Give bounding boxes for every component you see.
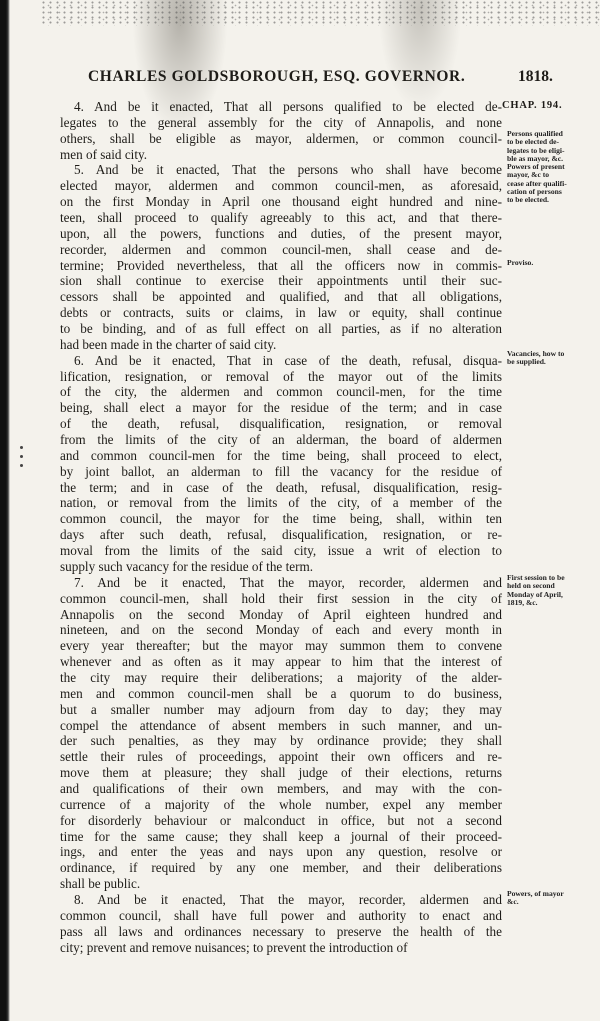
text-line: and common council-men for the time being, shall proceed to elect,	[60, 447, 502, 463]
margin-note-line: mayor, &c to	[507, 170, 550, 180]
text-line: from the limits of the city of an alderman, the board of aldermen	[60, 432, 502, 448]
running-year: 1818.	[518, 68, 553, 85]
text-line: common council-men, shall hold their first session in the city of	[60, 590, 502, 606]
text-line: city; prevent and remove nuisances; to prevent the introduction of	[60, 939, 408, 955]
text-line: der such penalties, as they may by ordinance provide; they shall	[60, 733, 502, 749]
text-line: teen, shall proceed to qualify agreeably to this act, and that there-	[60, 210, 502, 226]
margin-note-line: &c.	[507, 897, 519, 907]
margin-note-line: ble as mayor, &c.	[507, 153, 564, 163]
scan-noise	[40, 0, 600, 26]
text-line: others, shall be eligible as mayor, aldermen, or common council-	[60, 130, 502, 146]
text-line: debts or contracts, suits or claims, in law or equity, shall continue	[60, 305, 502, 321]
text-line: supply such vacancy for the residue of the term.	[60, 558, 314, 574]
text-line: the city may require their deliberations; a majority of the alder-	[60, 669, 502, 685]
running-title: CHARLES GOLDSBOROUGH, ESQ. GOVERNOR.	[88, 68, 466, 85]
text-line: to be binding, and of as full effect on all parties, as if no alteration	[60, 321, 502, 337]
text-line: every year thereafter; but the mayor may summon them to convene	[60, 638, 502, 654]
text-line: currence of a majority of the whole number, expel any member	[60, 796, 502, 812]
text-line: moval from the limits of the said city, issue a writ of election to	[60, 543, 502, 559]
text-line: of the death, refusal, disqualification, resignation, or removal	[60, 416, 502, 432]
text-line: common council, the mayor for the time being, shall, within ten	[60, 511, 502, 527]
text-line: lification, resignation, or removal of the mayor out of the limits	[60, 368, 502, 384]
text-line: time for the same cause; they shall keep a journal of their proceed-	[60, 828, 502, 844]
margin-note-vacancies	[507, 350, 595, 367]
text-line: elected mayor, aldermen and common council-men, as aforesaid,	[60, 178, 502, 194]
margin-note-line: Proviso.	[507, 258, 534, 267]
text-line: on the first Monday in April one thousand eight hundred and nine-	[60, 194, 502, 210]
text-line: upon, all the powers, functions and duties, of the present mayor,	[60, 225, 502, 241]
text-line: had been made in the charter of said city.	[60, 336, 277, 352]
margin-note-powers	[507, 890, 595, 907]
text-line: nation, or removal from the limits of the city, of a member of the	[60, 495, 502, 511]
text-line: 8. And be it enacted, That the mayor, recorder, aldermen and	[74, 891, 502, 907]
text-line: pass all laws and ordinances necessary to preserve the health of the	[60, 923, 502, 939]
text-line: shall be public.	[60, 876, 141, 892]
text-line: by joint ballot, an alderman to fill the vacancy for the residue of	[60, 463, 502, 479]
text-line: settle their rules of proceedings, appoint their own officers and re-	[60, 749, 502, 765]
margin-note-line: cation of persons	[507, 187, 562, 197]
text-line: ings, and enter the yeas and nays upon any question, resolve or	[60, 844, 502, 860]
text-line: 4. And be it enacted, That all persons qualified to be elected de-	[74, 99, 502, 114]
body-text	[60, 99, 502, 955]
text-line: and qualifications of their own members, and may with the con-	[60, 780, 502, 796]
text-line: the term; and in case of the death, refusal, disqualification, resig-	[60, 479, 502, 495]
text-line: but a smaller number may adjourn from day to day; they may	[60, 701, 502, 717]
text-line: for disorderly behaviour or malconduct in office, but not a second	[60, 812, 502, 828]
text-line: ordinance, if required by any one member, and their deliberations	[60, 860, 502, 876]
margin-note-line: Monday of April,	[507, 589, 563, 599]
text-line: 5. And be it enacted, That the persons who shall have become	[74, 162, 502, 178]
text-line: Annapolis on the second Monday of April eighteen hundred and	[60, 606, 502, 622]
margin-note-first-session	[507, 574, 595, 607]
text-line: whenever and as often as it may appear to him that the interest of	[60, 654, 502, 670]
gutter-marks	[16, 440, 30, 480]
margin-note-line: to be elected de-	[507, 137, 560, 147]
text-line: men and common council-men shall be a quorum to do business,	[60, 685, 502, 701]
text-line: recorder, aldermen and common council-men, shall cease and de-	[60, 241, 502, 257]
text-line: being, shall elect a mayor for the residue of the term; and in case	[60, 400, 502, 416]
text-line: 6. And be it enacted, That in case of the death, refusal, disqua-	[74, 352, 502, 368]
text-line: men of said city.	[60, 146, 148, 162]
margin-note-line: First session to be	[507, 573, 565, 582]
text-line: move them at pleasure; they shall judge of their elections, returns	[60, 765, 502, 781]
text-line: 7. And be it enacted, That the mayor, recorder, aldermen and	[74, 574, 502, 590]
text-line: cessors shall be appointed and qualified, and that all obligations,	[60, 289, 502, 305]
margin-note-line: legates to be eligi-	[507, 145, 565, 155]
margin-note-line: Vacancies, how to	[507, 349, 565, 358]
margin-note-line: to be elected.	[507, 195, 549, 205]
text-line: termine; Provided nevertheless, that all the officers now in commis-	[60, 257, 502, 273]
chapter-number: CHAP. 194.	[502, 100, 563, 111]
text-line: sion shall continue to exercise their appointments until their suc-	[60, 273, 502, 289]
text-line: nineteen, and on the second Monday of each and every month in	[60, 622, 502, 638]
margin-note-line: Powers, of mayor	[507, 889, 564, 898]
margin-note-line: Persons qualified	[507, 129, 563, 138]
margin-note-line: held on second	[507, 581, 555, 591]
text-line: days after such death, refusal, disqualification, resignation, or re-	[60, 527, 502, 543]
margin-note-persons-qualified	[507, 130, 595, 205]
text-line: legates to the general assembly for the city of Annapolis, and none	[60, 114, 502, 130]
text-line: common council, shall have full power and authority to enact and	[60, 907, 502, 923]
text-line: compel the attendance of absent members in such manner, and un-	[60, 717, 502, 733]
margin-note-line: be supplied.	[507, 357, 546, 367]
margin-note-line: 1819, &c.	[507, 597, 538, 607]
margin-note-proviso	[507, 259, 595, 267]
text-line: of the city, the aldermen and common council-men, for the time	[60, 384, 502, 400]
binding-shadow	[0, 0, 10, 1021]
running-head	[70, 68, 600, 92]
margin-note-line: Powers of present	[507, 162, 565, 172]
margin-note-line: cease after qualifi-	[507, 178, 567, 188]
